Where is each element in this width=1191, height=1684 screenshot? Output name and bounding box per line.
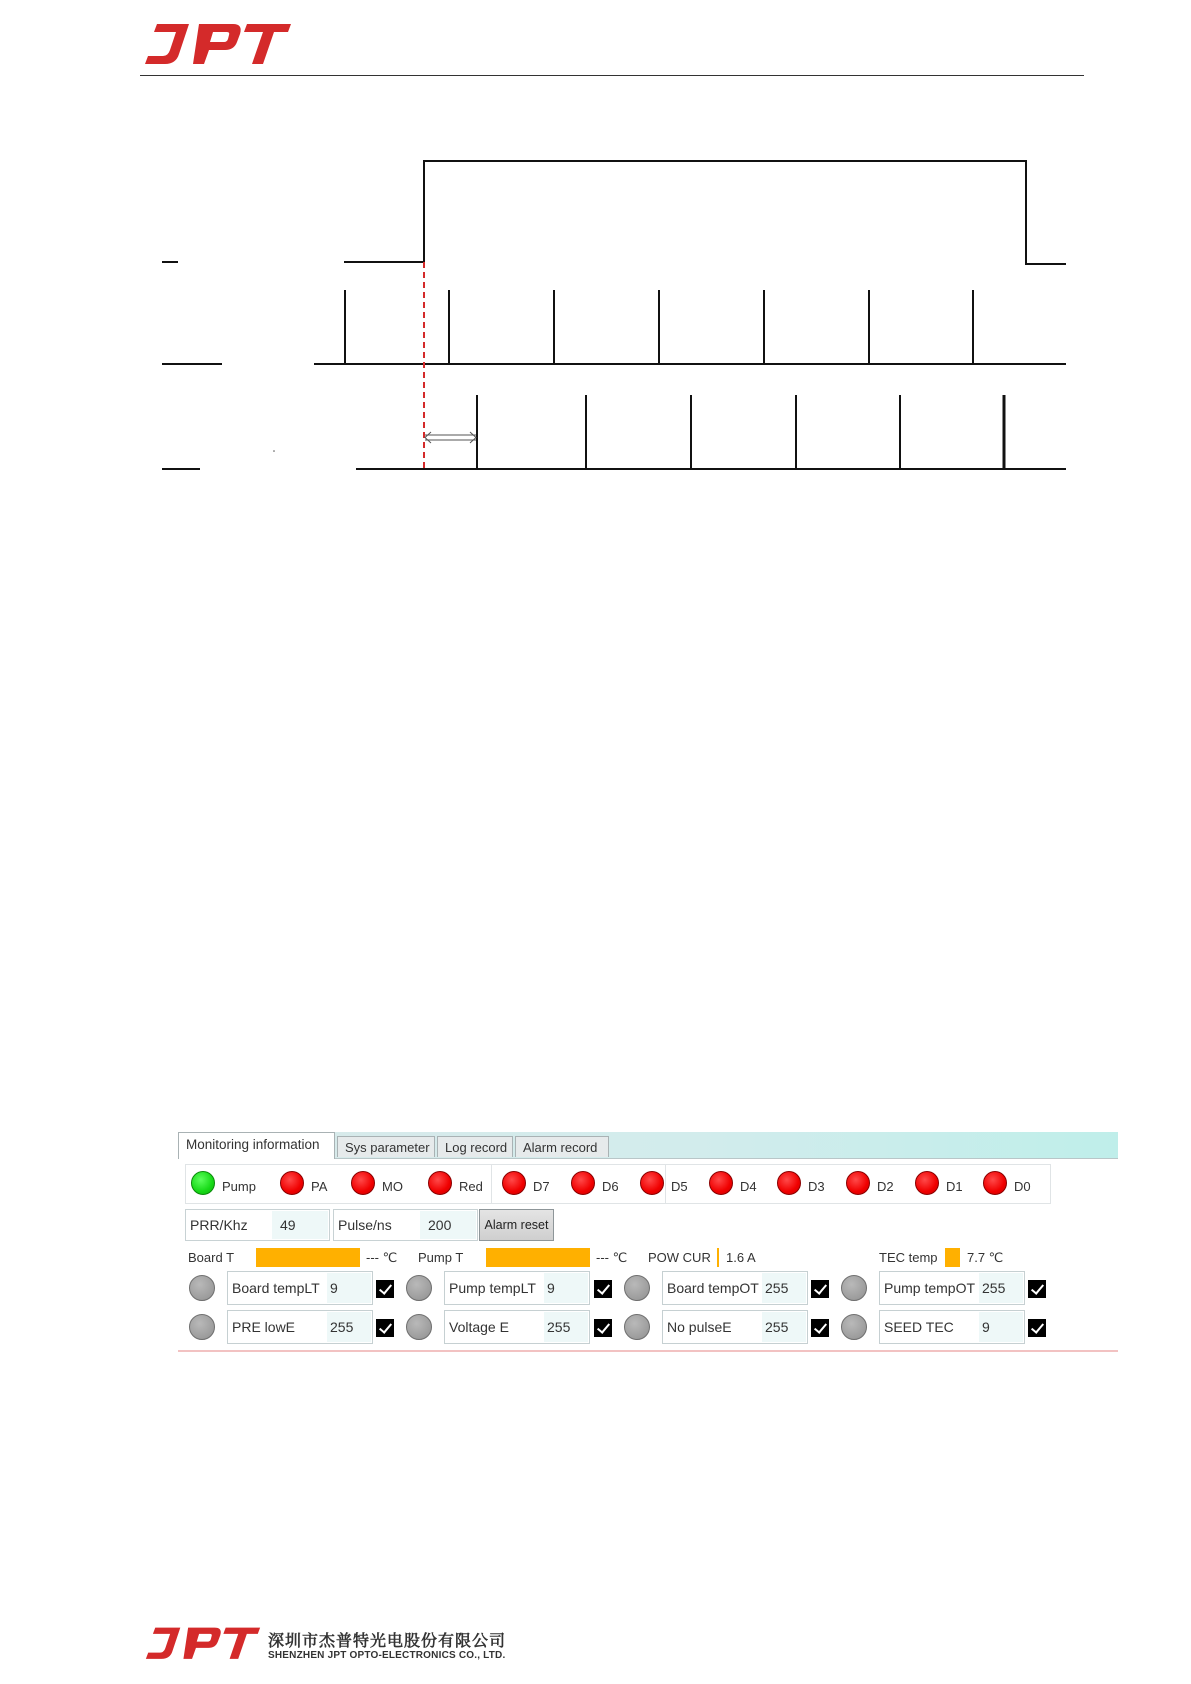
pow-cur-label: POW CUR <box>648 1250 711 1265</box>
indicator-label: D4 <box>740 1179 757 1194</box>
pulse-label: Pulse/ns <box>338 1217 392 1233</box>
d3-lamp-icon <box>777 1171 801 1195</box>
d7-lamp-icon <box>502 1171 526 1195</box>
alarm-value[interactable]: 255 <box>544 1312 588 1342</box>
indicator-label: D1 <box>946 1179 963 1194</box>
alarm-label: Pump tempOT <box>884 1280 976 1296</box>
red-lamp-icon <box>428 1171 452 1195</box>
alarm-enable-checkbox[interactable] <box>811 1319 829 1337</box>
indicator-label: D2 <box>877 1179 894 1194</box>
tec-temp-bar <box>945 1248 960 1267</box>
d1-lamp-icon <box>915 1171 939 1195</box>
board-t-value: --- ℃ <box>366 1250 398 1265</box>
alarm-enable-checkbox[interactable] <box>1028 1280 1046 1298</box>
pump-t-label: Pump T <box>418 1250 464 1265</box>
prr-label: PRR/Khz <box>190 1217 248 1233</box>
d5-lamp-icon <box>640 1171 664 1195</box>
indicator-label: D6 <box>602 1179 619 1194</box>
alarm-lamp-icon <box>841 1275 867 1301</box>
pow-cur-value: 1.6 A <box>726 1250 756 1265</box>
tec-temp-label: TEC temp <box>879 1250 938 1265</box>
alarm-value[interactable]: 9 <box>327 1273 371 1303</box>
tab-alarm-record[interactable]: Alarm record <box>515 1136 609 1157</box>
gate-signal <box>344 161 1066 264</box>
alarm-reset-button[interactable]: Alarm reset <box>479 1209 554 1241</box>
alarm-enable-checkbox[interactable] <box>376 1319 394 1337</box>
alarm-value[interactable]: 255 <box>762 1273 806 1303</box>
alarm-lamp-icon <box>624 1275 650 1301</box>
alarm-enable-checkbox[interactable] <box>594 1280 612 1298</box>
d4-lamp-icon <box>709 1171 733 1195</box>
indicator-label: Pump <box>222 1179 256 1194</box>
delay-arrow <box>425 432 476 443</box>
pump-t-bar <box>486 1248 590 1267</box>
jpt-footer-logo <box>143 1626 263 1662</box>
pa-lamp-icon <box>280 1171 304 1195</box>
d2-lamp-icon <box>846 1171 870 1195</box>
indicator-label: D0 <box>1014 1179 1031 1194</box>
monitor-panel <box>178 1132 1118 1352</box>
status-row <box>178 1244 1118 1270</box>
mo-lamp-icon <box>351 1171 375 1195</box>
alarm-label: No pulseE <box>667 1319 732 1335</box>
prr-field[interactable] <box>185 1209 330 1241</box>
pump-lamp-icon <box>191 1171 215 1195</box>
timing-diagram <box>0 0 1191 500</box>
alarm-value[interactable]: 255 <box>979 1273 1023 1303</box>
alarm-lamp-icon <box>189 1314 215 1340</box>
bit-indicator-group <box>491 1164 1051 1204</box>
alarm-lamp-icon <box>841 1314 867 1340</box>
alarm-enable-checkbox[interactable] <box>594 1319 612 1337</box>
alarm-lamp-icon <box>406 1275 432 1301</box>
footer-company-en: SHENZHEN JPT OPTO-ELECTRONICS CO., LTD. <box>268 1650 506 1661</box>
tab-log-record[interactable]: Log record <box>437 1136 513 1157</box>
alarm-enable-checkbox[interactable] <box>1028 1319 1046 1337</box>
alarm-field-voltage-e[interactable] <box>444 1310 590 1344</box>
alarm-lamp-icon <box>189 1275 215 1301</box>
tab-bar <box>178 1132 1118 1159</box>
alarm-label: Board tempLT <box>232 1280 320 1296</box>
alarm-value[interactable]: 9 <box>544 1273 588 1303</box>
alarm-enable-checkbox[interactable] <box>376 1280 394 1298</box>
alarm-field-board-templt[interactable] <box>227 1271 373 1305</box>
indicator-label: MO <box>382 1179 403 1194</box>
prr-value[interactable]: 49 <box>272 1211 328 1239</box>
alarm-label: PRE lowE <box>232 1319 296 1335</box>
alarm-field-no-pulsee[interactable] <box>662 1310 808 1344</box>
footer-company-cn: 深圳市杰普特光电股份有限公司 <box>268 1633 507 1650</box>
indicator-label: D5 <box>671 1179 688 1194</box>
indicator-label: Red <box>459 1179 483 1194</box>
alarm-field-seed-tec[interactable] <box>879 1310 1025 1344</box>
alarm-lamp-icon <box>624 1314 650 1340</box>
indicator-label: D7 <box>533 1179 550 1194</box>
alarm-label: SEED TEC <box>884 1319 954 1335</box>
alarm-label: Pump tempLT <box>449 1280 536 1296</box>
pump-t-value: --- ℃ <box>596 1250 628 1265</box>
indicator-label: PA <box>311 1179 328 1194</box>
indicator-label: D3 <box>808 1179 825 1194</box>
alarm-label: Voltage E <box>449 1319 509 1335</box>
board-t-bar <box>256 1248 360 1267</box>
tec-temp-value: 7.7 ℃ <box>967 1250 1004 1265</box>
alarm-value[interactable]: 255 <box>327 1312 371 1342</box>
pow-cur-bar <box>717 1248 719 1267</box>
alarm-enable-checkbox[interactable] <box>811 1280 829 1298</box>
pulse-value[interactable]: 200 <box>420 1211 476 1239</box>
alarm-field-pre-lowe[interactable] <box>227 1310 373 1344</box>
board-t-label: Board T <box>188 1250 235 1265</box>
tab-sys-parameter[interactable]: Sys parameter <box>337 1136 435 1157</box>
alarm-field-board-tempot[interactable] <box>662 1271 808 1305</box>
alarm-field-pump-tempot[interactable] <box>879 1271 1025 1305</box>
d6-lamp-icon <box>571 1171 595 1195</box>
alarm-value[interactable]: 255 <box>762 1312 806 1342</box>
pulse-field[interactable] <box>333 1209 478 1241</box>
alarm-value[interactable]: 9 <box>979 1312 1023 1342</box>
tab-monitoring-information[interactable]: Monitoring information <box>178 1132 335 1159</box>
alarm-lamp-icon <box>406 1314 432 1340</box>
alarm-field-pump-templt[interactable] <box>444 1271 590 1305</box>
d0-lamp-icon <box>983 1171 1007 1195</box>
alarm-label: Board tempOT <box>667 1280 759 1296</box>
